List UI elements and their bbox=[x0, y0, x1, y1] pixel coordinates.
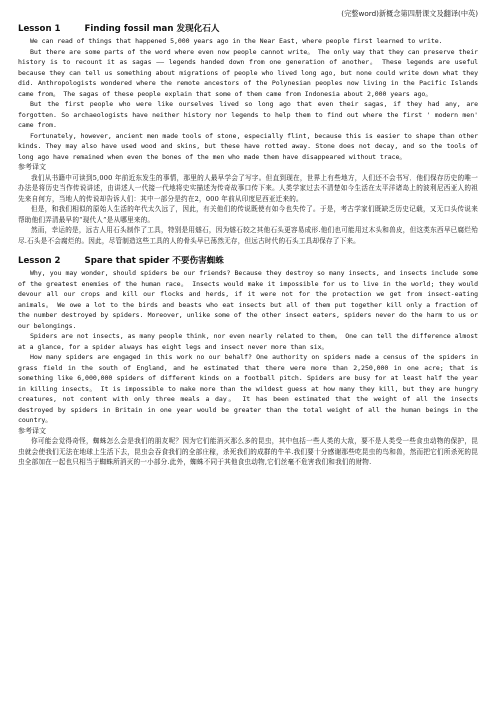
lesson-1-title-zh: 发现化石人 bbox=[176, 24, 220, 34]
lesson-2-title-zh: 不要伤害蜘蛛 bbox=[172, 256, 224, 266]
lesson-2-en-paragraph: Spiders are not insects, as many people think, nor even nearly related to them。 One can tell the difference almost at a glance, for a spider always has eight legs and insect never more than six。 bbox=[18, 332, 478, 351]
lesson-1-zh-paragraph: 但是，和我们相似的原始人生活的年代太久远了，因此，有关他们的传说既使有如今也失传了。于是，考古学家们既缺乏历史记载，又无口头传说来帮助他们弄清最早的“现代人”是从哪里来的。 bbox=[18, 205, 478, 224]
lesson-2-zh-paragraph: 你可能会觉得奇怪，蜘蛛怎么会是我们的朋友呢？因为它们能消灭那么多的昆虫，其中包括一些人类的大敌，要不是人类受一些食虫动物的保护，昆虫就会使我们无法在地球上生活下去，昆虫会吞食我们的全部庄稼，杀死我们的成群的牛羊.我们要十分感谢那些吃昆虫的鸟和兽，然而把它们所杀死的昆虫全部加在一起也只相当于蜘蛛所消灭的一小部分.此外，蜘蛛不同于其他食虫动物,它们丝毫不危害我们和我们的财物. bbox=[18, 437, 478, 466]
lesson-1-ref-label: 参考译文 bbox=[18, 163, 46, 171]
lesson-1-en-paragraph: But the first people who were like ourselves lived so long ago that even their sagas, if they had any, are forgotten. So archaeologists have neither history nor legends to help them to find out where the first ' modern men' came from. bbox=[18, 100, 478, 129]
lesson-2-en-paragraph: Why, you may wonder, should spiders be our friends? Because they destroy so many insects, and insects include some of the greatest enemies of the human race。 Insects would make it impossible for us to live in the world; they would devour all our crops and kill our flocks and herds, if it were not for the protection we get from insect-eating animals。 We owe a lot to the birds and beasts who eat insects but all of them put together kill only a fraction of the number destroyed by spiders. Moreover, unlike some of the other insect eaters, spiders never do the harm to us or our belongings. bbox=[18, 269, 478, 330]
lesson-1-en-paragraph: We can read of things that happened 5,000 years ago in the Near East, where people first learned to write. bbox=[30, 37, 443, 45]
lesson-2 bbox=[18, 256, 478, 468]
lesson-1-title-en: Finding fossil man bbox=[84, 24, 174, 34]
lesson-2-en-paragraph: How many spiders are engaged in this work no our behalf? One authority on spiders made a census of the spiders in grass field in the south of England, and he estimated that there were more than 2,250,000 in one acre; that is something like 6,000,000 spiders of different kinds on a football pitch. Spiders are busy for at least half the year in killing insects。 It is impossible to make more than the wildest guess at how many they kill, but they are hungry creatures, not content with only three meals a day。 It has been estimated that the weight of all the insects destroyed by spiders in Britain in one year would be greater than the total weight of all the human beings in the country。 bbox=[18, 353, 478, 424]
lesson-1-en-paragraph: Fortunately, however, ancient men made tools of stone, especially flint, because this is easier to shape than other kinds. They may also have used wood and skins, but these have rotted away. Stone does not decay, and so the tools of long ago have remained when even the bones of the men who made them have disappeared without trace。 bbox=[18, 131, 478, 161]
lesson-2-title-en: Spare that spider bbox=[84, 256, 170, 266]
lesson-2-title bbox=[18, 256, 478, 267]
lesson-1-title bbox=[18, 24, 478, 35]
lesson-2-ref-label: 参考译文 bbox=[18, 426, 46, 435]
lesson-1-en-paragraph: But there are some parts of the word where even now people cannot write。 The only way that they can preserve their history is to recount it as sagas —— legends handed down from one generation of another。 These legends are useful because they can tell us something about migrations of people who lived long ago, but none could write down what they did. Anthropologists wondered where the remote ancestors of the Polynesian peoples now living in the Pacific Islands came from。 The sagas of these people explain that some of them came from Indonesia about 2,000 years ago。 bbox=[18, 47, 478, 98]
lesson-1-number: Lesson 1 bbox=[18, 24, 61, 34]
page-header: (完整word)新概念第四册课文及翻译(中英) bbox=[341, 9, 478, 18]
lesson-1-zh-paragraph: 我们从书籍中可读到5,000 年前近东发生的事情，那里的人最早学会了写字。但直到现在，世界上有些地方，人们还不会书写．他们保存历史的唯一办法是将历史当作传说讲述，由讲述人一代接一代地将史实描述为传奇故事口传下来。人类学家过去不清楚如今生活在太平洋诸岛上的波利尼西亚人的祖先来自何方，当地人的传说却告诉人们：其中一部分是约在2，000 年前从印度尼西亚迁来的。 bbox=[18, 173, 478, 203]
lesson-1-zh-paragraph: 然而，幸运的是，远古人用石头制作了工具，特别是用燧石，因为燧石较之其他石头更容易成形.他们也可能用过木头和兽皮，但这类东西早已腐烂殆尽.石头是不会腐烂的。因此，尽管制造这些工具的人的骨头早已荡然无存，但远古时代的石头工具却保存了下来。 bbox=[18, 226, 478, 245]
lesson-2-number: Lesson 2 bbox=[18, 256, 61, 266]
lesson-1 bbox=[18, 24, 478, 246]
